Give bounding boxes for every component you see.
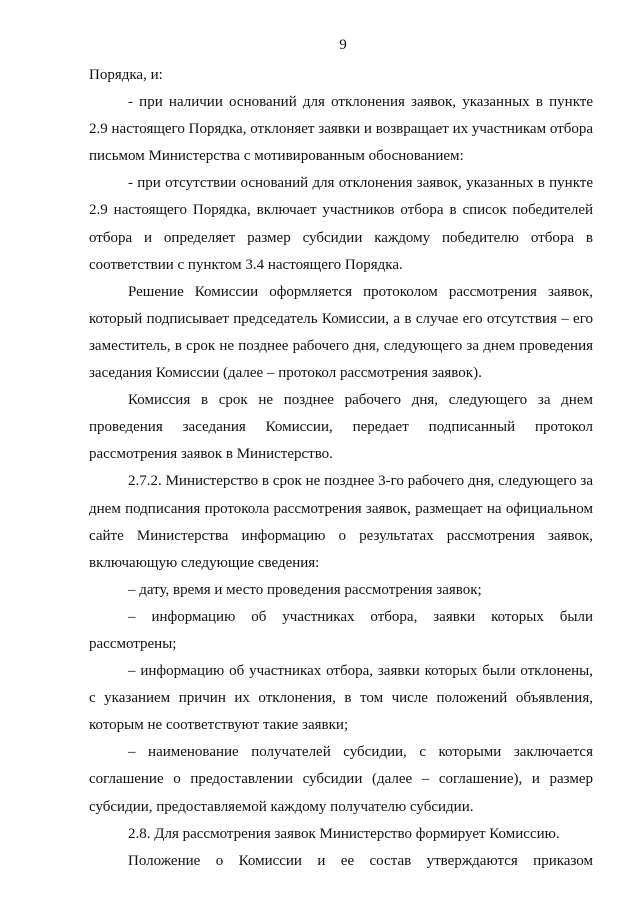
paragraph: Решение Комиссии оформляется протоколом рассмотрения заявок, который подписывает председатель Комиссии, а в случае его отсутствия – его заместитель, в срок не позднее рабочего дня, следующего за днем проведения заседания Комиссии (далее – протокол рассмотрения заявок). (89, 283, 593, 382)
paragraph: Положение о Комиссии и ее состав утверждаются приказом (128, 852, 593, 869)
paragraph: 2.8. Для рассмотрения заявок Министерство формирует Комиссию. (128, 825, 560, 842)
document-body (89, 62, 593, 875)
paragraph: - при наличии оснований для отклонения заявок, указанных в пункте 2.9 настоящего Порядка, отклоняет заявки и возвращает их участникам отбора письмом Министерства с мотивированным обоснованием: (89, 94, 593, 165)
paragraph: – дату, время и место проведения рассмотрения заявок; (128, 581, 482, 598)
paragraph: Комиссия в срок не позднее рабочего дня, следующего за днем проведения заседания Комиссии, передает подписанный протокол рассмотрения заявок в Министерство. (89, 392, 593, 463)
paragraph: 2.7.2. Министерство в срок не позднее 3-го рабочего дня, следующего за днем подписания протокола рассмотрения заявок, размещает на официальном сайте Министерства информацию о результатах рассмотрения заявок, включающую следующие сведения: (89, 473, 593, 571)
paragraph: - при отсутствии оснований для отклонения заявок, указанных в пункте 2.9 настоящего Порядка, включает участников отбора в список победителей отбора и определяет размер субсидии каждому победителю отбора в соответствии с пунктом 3.4 настоящего Порядка. (89, 175, 593, 273)
page-number: 9 (339, 37, 347, 53)
paragraph: – информацию об участниках отбора, заявки которых были отклонены, с указанием причин их отклонения, в том числе положений объявления, которым не соответствуют такие заявки; (89, 663, 593, 734)
paragraph: Порядка, и: (89, 67, 163, 83)
paragraph: – наименование получателей субсидии, с которыми заключается соглашение о предоставлении субсидии (далее – соглашение), и размер субсидии, предоставляемой каждому получателю субсидии. (89, 744, 593, 815)
paragraph: – информацию об участниках отбора, заявки которых были рассмотрены; (89, 608, 593, 652)
